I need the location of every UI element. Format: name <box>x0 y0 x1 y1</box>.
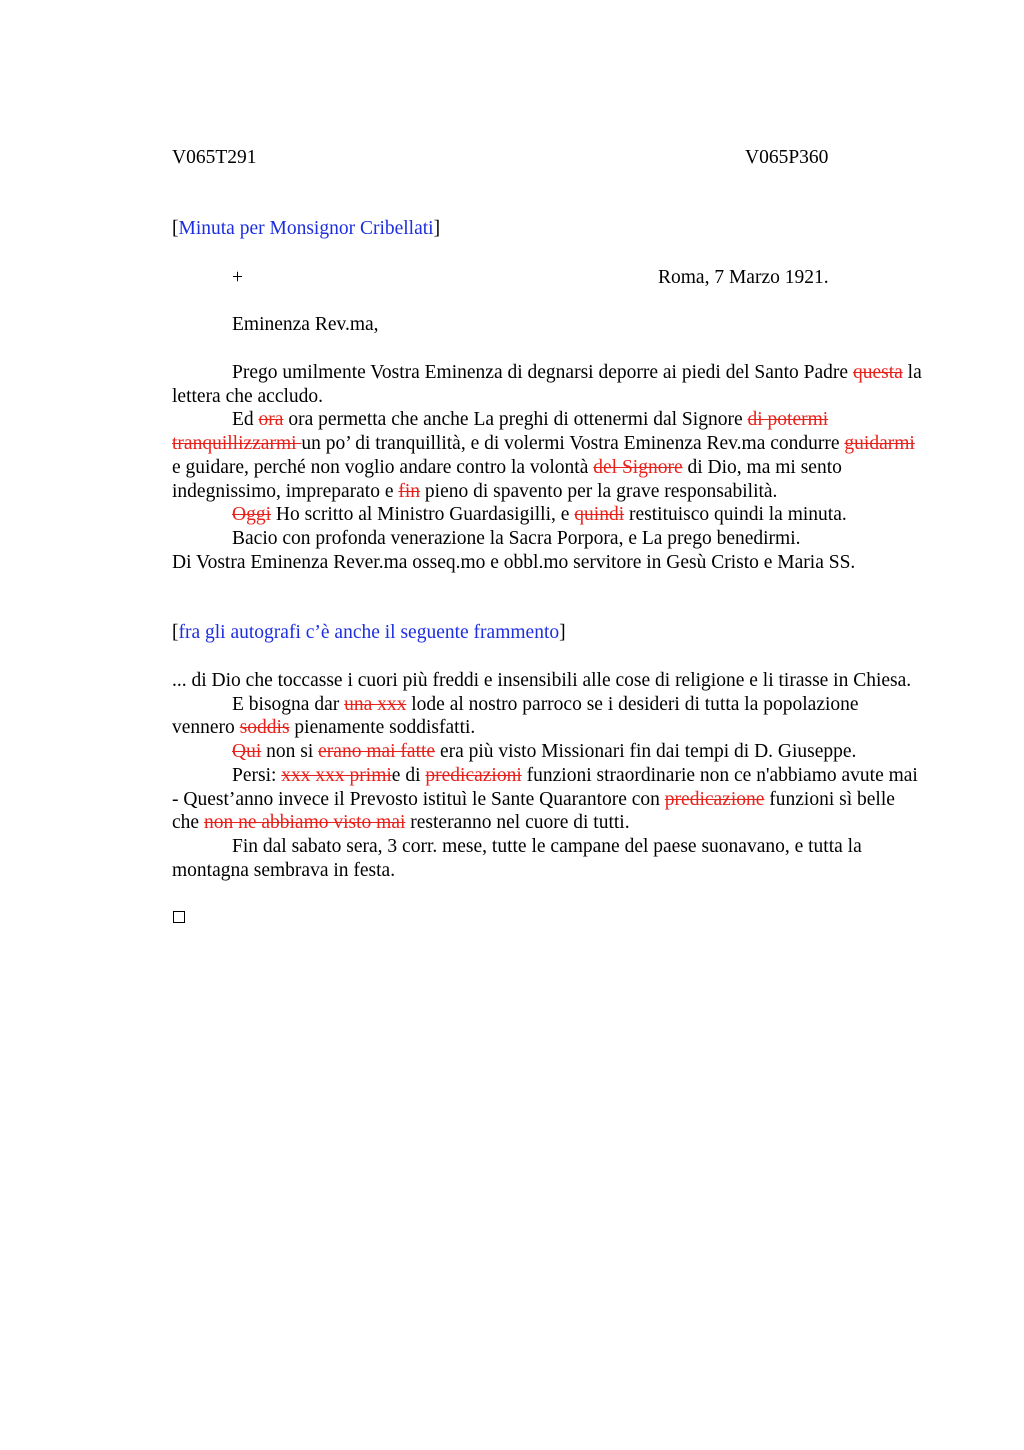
editorial-title-text: Minuta per Monsignor Cribellati <box>178 218 434 239</box>
letter-body <box>172 361 924 574</box>
deleted-text: una xxx <box>344 693 407 715</box>
fragment-paragraph-2: E bisogna dar una xxx lode al nostro parroco se i desideri di tutta la popolazione vennero soddis pienamente soddisfatti. <box>172 693 859 739</box>
editorial-title <box>172 217 440 241</box>
editorial-fragment-title <box>172 621 566 645</box>
deleted-text: Oggi <box>232 504 271 526</box>
deleted-text: di potermi tranquillizzarmi <box>172 409 829 455</box>
header-right-code: V065P360 <box>745 147 829 168</box>
deleted-text: erano mai fatte <box>318 741 436 763</box>
bracket-close: ] <box>433 218 441 239</box>
letter-paragraph-2: Ed ora ora permetta che anche La preghi di ottenermi dal Signore di potermi tranquillizzarmi un po’ di tranquillità, e di volermi Vostra Eminenza Rev.ma condurre guidarmi e guidare, perché non voglio andare contro la volontà del Signore di Dio, ma mi sento indegnissimo, impreparato e fin pieno di spavento per la grave responsabilità. <box>172 409 915 502</box>
fragment-paragraph-4: Persi: xxx xxx primie di predicazioni funzioni straordinarie non ce n'abbiamo avute mai - Quest’anno invece il Prevosto istituì le Sante Quarantore con predicazione funzioni sì belle che non ne abbiamo visto mai resteranno nel cuore di tutti. <box>172 764 918 834</box>
deleted-text: quindi <box>574 504 625 526</box>
deleted-text: predicazioni <box>425 764 522 786</box>
deleted-text: del Signore <box>593 456 683 478</box>
deleted-text: soddis <box>239 717 290 739</box>
deleted-text: xxx xxx primi <box>281 764 392 786</box>
fragment-paragraph-3: Qui non si erano mai fatte era più visto Missionari fin dai tempi di D. Giuseppe. <box>232 741 857 763</box>
salutation: Eminenza Rev.ma, <box>232 314 379 335</box>
fragment-paragraph-5: Fin dal sabato sera, 3 corr. mese, tutte le campane del paese suonavano, e tutta la montagna sembrava in festa. <box>172 835 862 881</box>
letter-closing: Di Vostra Eminenza Rever.ma osseq.mo e obbl.mo servitore in Gesù Cristo e Maria SS. <box>172 551 856 573</box>
deleted-text: non ne abbiamo visto mai <box>203 812 406 834</box>
editorial-fragment-title-text: fra gli autografi c’è anche il seguente frammento <box>178 622 560 643</box>
end-marker-square-icon <box>173 911 185 923</box>
fragment-body <box>172 669 924 882</box>
deleted-text: Qui <box>232 741 262 763</box>
deleted-text: predicazione <box>664 788 765 810</box>
deleted-text: guidarmi <box>844 433 915 455</box>
bracket-open: [ <box>172 622 179 643</box>
letter-paragraph-3: Oggi Ho scritto al Ministro Guardasigilli, e quindi restituisco quindi la minuta. <box>232 504 847 526</box>
header-left-code: V065T291 <box>172 147 257 168</box>
letter-paragraph-4: Bacio con profonda venerazione la Sacra Porpora, e La prego benedirmi. <box>232 527 801 549</box>
letter-paragraph-1: Prego umilmente Vostra Eminenza di degnarsi deporre ai piedi del Santo Padre questa la lettera che accludo. <box>172 362 922 407</box>
fragment-paragraph-1: ... di Dio che toccasse i cuori più freddi e insensibili alle cose di religione e li tirasse in Chiesa. <box>172 670 912 691</box>
deleted-text: questa <box>852 362 903 383</box>
bracket-close: ] <box>559 622 566 643</box>
cross-mark: + <box>232 267 243 288</box>
deleted-text: ora <box>258 409 284 431</box>
bracket-open: [ <box>172 218 179 239</box>
letter-date: Roma, 7 Marzo 1921. <box>658 267 829 288</box>
deleted-text: fin <box>398 480 421 502</box>
